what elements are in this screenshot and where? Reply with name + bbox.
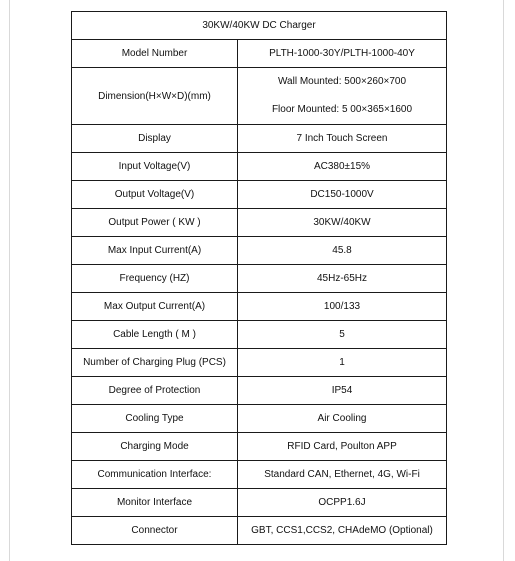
spec-table	[71, 11, 447, 545]
row-value: 7 Inch Touch Screen	[238, 125, 447, 153]
dimension-wall: Wall Mounted: 500×260×700	[277, 76, 407, 87]
table-row	[72, 405, 447, 433]
row-label: Display	[72, 125, 238, 153]
row-label: Output Power ( KW )	[72, 209, 238, 237]
row-label: Model Number	[72, 40, 238, 68]
row-value: RFID Card, Poulton APP	[238, 433, 447, 461]
row-label: Connector	[72, 517, 238, 545]
row-value: 100/133	[238, 293, 447, 321]
table-row	[72, 293, 447, 321]
row-label: Input Voltage(V)	[72, 153, 238, 181]
table-row	[72, 461, 447, 489]
table-title-row	[72, 12, 447, 40]
table-row	[72, 433, 447, 461]
row-value: OCPP1.6J	[238, 489, 447, 517]
row-value: GBT, CCS1,CCS2, CHAdeMO (Optional)	[238, 517, 447, 545]
row-label: Charging Mode	[72, 433, 238, 461]
row-value: Air Cooling	[238, 405, 447, 433]
table-row	[72, 265, 447, 293]
row-value: AC380±15%	[238, 153, 447, 181]
row-value: DC150-1000V	[238, 181, 447, 209]
row-label: Cooling Type	[72, 405, 238, 433]
row-label: Max Input Current(A)	[72, 237, 238, 265]
table-row	[72, 517, 447, 545]
row-value: PLTH-1000-30Y/PLTH-1000-40Y	[238, 40, 447, 68]
row-label: Dimension(H×W×D)(mm)	[72, 68, 238, 125]
table-row	[72, 237, 447, 265]
row-value-dimension	[238, 68, 447, 125]
table-row	[72, 349, 447, 377]
table-row-model-number	[72, 40, 447, 68]
table-row	[72, 209, 447, 237]
row-label: Number of Charging Plug (PCS)	[72, 349, 238, 377]
table-row	[72, 181, 447, 209]
table-row-dimension	[72, 68, 447, 125]
table-row	[72, 321, 447, 349]
table-row	[72, 489, 447, 517]
row-value: 30KW/40KW	[238, 209, 447, 237]
page-border-right	[503, 0, 504, 561]
row-label: Degree of Protection	[72, 377, 238, 405]
row-label: Output Voltage(V)	[72, 181, 238, 209]
row-value: 5	[238, 321, 447, 349]
table-title: 30KW/40KW DC Charger	[72, 12, 447, 40]
dimension-floor: Floor Mounted: 5 00×365×1600	[271, 104, 413, 115]
row-value: IP54	[238, 377, 447, 405]
table-row	[72, 153, 447, 181]
row-label: Max Output Current(A)	[72, 293, 238, 321]
row-label: Communication Interface:	[72, 461, 238, 489]
row-value: 45Hz-65Hz	[238, 265, 447, 293]
page-border-left	[9, 0, 10, 561]
row-label: Monitor Interface	[72, 489, 238, 517]
row-value: Standard CAN, Ethernet, 4G, Wi-Fi	[238, 461, 447, 489]
table-row	[72, 377, 447, 405]
row-value: 45.8	[238, 237, 447, 265]
row-label: Cable Length ( M )	[72, 321, 238, 349]
row-value: 1	[238, 349, 447, 377]
table-row	[72, 125, 447, 153]
row-label: Frequency (HZ)	[72, 265, 238, 293]
